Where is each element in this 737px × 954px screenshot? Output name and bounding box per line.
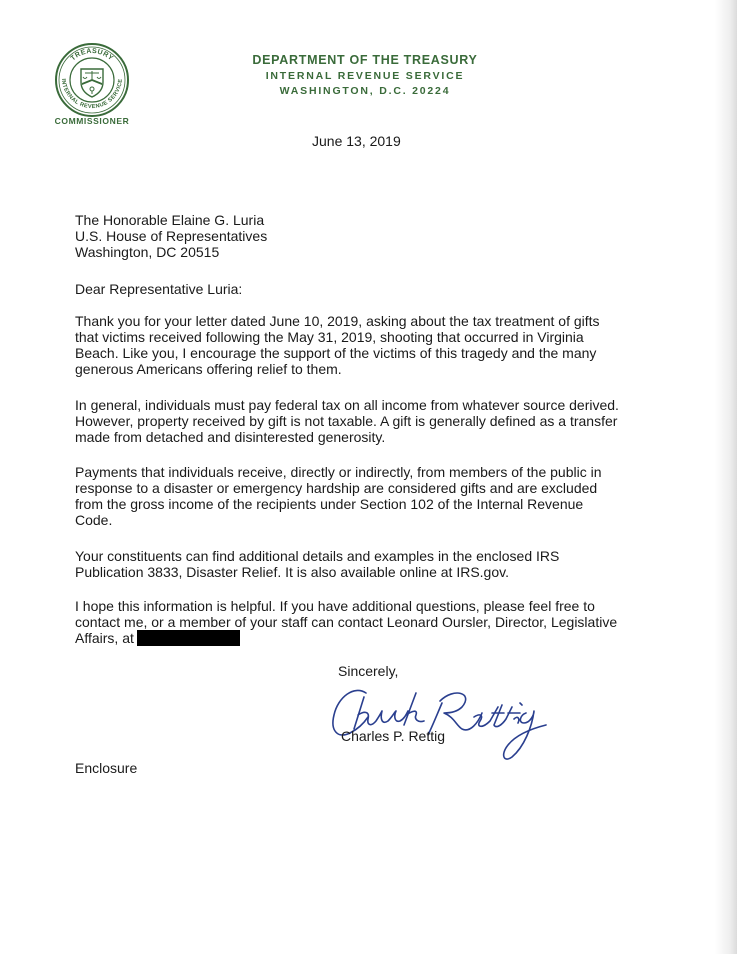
paragraph-2 xyxy=(75,397,635,445)
recipient-address xyxy=(75,212,635,260)
paragraph-line: Thank you for your letter dated June 10, 2019, asking about the tax treatment of gifts xyxy=(75,313,600,329)
recipient-city: Washington, DC 20515 xyxy=(75,244,220,260)
paragraph-line: Payments that individuals receive, directly or indirectly, from members of the public in xyxy=(75,464,602,480)
page-edge-shadow xyxy=(715,0,737,954)
paragraph-line: that victims received following the May 31, 2019, shooting that occurred in Virginia xyxy=(75,329,584,345)
paragraph-line: response to a disaster or emergency hardship are considered gifts and are excluded xyxy=(75,480,598,496)
paragraph-last-line xyxy=(75,630,635,646)
paragraph-line: generous Americans offering relief to them. xyxy=(75,361,342,377)
agency-address: WASHINGTON, D.C. 20224 xyxy=(279,85,451,97)
paragraph-5 xyxy=(75,598,635,646)
paragraph-1 xyxy=(75,313,635,377)
recipient-office: U.S. House of Representatives xyxy=(75,228,268,244)
signer-name: Charles P. Rettig xyxy=(341,728,446,744)
svg-text:INTERNAL REVENUE SERVICE: INTERNAL REVENUE SERVICE xyxy=(59,78,125,111)
letterhead xyxy=(200,52,530,99)
paragraph-line: Code. xyxy=(75,512,113,528)
paragraph-line: contact me, or a member of your staff can contact Leonard Oursler, Director, Legislative xyxy=(75,614,618,630)
svg-text:TREASURY: TREASURY xyxy=(69,47,115,63)
paragraph-line: However, property received by gift is not taxable. A gift is generally defined as a transfer xyxy=(75,413,618,429)
paragraph-line: Your constituents can find additional details and examples in the enclosed IRS xyxy=(75,548,560,564)
closing: Sincerely, xyxy=(338,663,399,679)
enclosure-note: Enclosure xyxy=(75,760,138,776)
recipient-name: The Honorable Elaine G. Luria xyxy=(75,212,265,228)
paragraph-line: Beach. Like you, I encourage the support of the victims of this tragedy and the many xyxy=(75,345,597,361)
paragraph-line: made from detached and disinterested generosity. xyxy=(75,429,386,445)
paragraph-line: In general, individuals must pay federal tax on all income from whatever source derived. xyxy=(75,397,619,413)
handwritten-signature xyxy=(324,667,564,767)
paragraph-line: I hope this information is helpful. If you have additional questions, please feel free to xyxy=(75,598,595,614)
redaction-block xyxy=(137,630,240,646)
letter-date: June 13, 2019 xyxy=(312,133,401,149)
salutation: Dear Representative Luria: xyxy=(75,281,243,297)
paragraph-line: Publication 3833, Disaster Relief. It is also available online at IRS.gov. xyxy=(75,564,509,580)
paragraph-line: Affairs, at xyxy=(75,630,134,646)
department-name: DEPARTMENT OF THE TREASURY xyxy=(252,53,478,67)
commissioner-label: COMMISSIONER xyxy=(54,116,130,126)
paragraph-line: from the gross income of the recipients under Section 102 of the Internal Revenue xyxy=(75,496,584,512)
treasury-seal-icon xyxy=(54,42,130,118)
paragraph-4 xyxy=(75,548,635,580)
paragraph-3 xyxy=(75,464,635,528)
agency-name: INTERNAL REVENUE SERVICE xyxy=(265,70,465,82)
